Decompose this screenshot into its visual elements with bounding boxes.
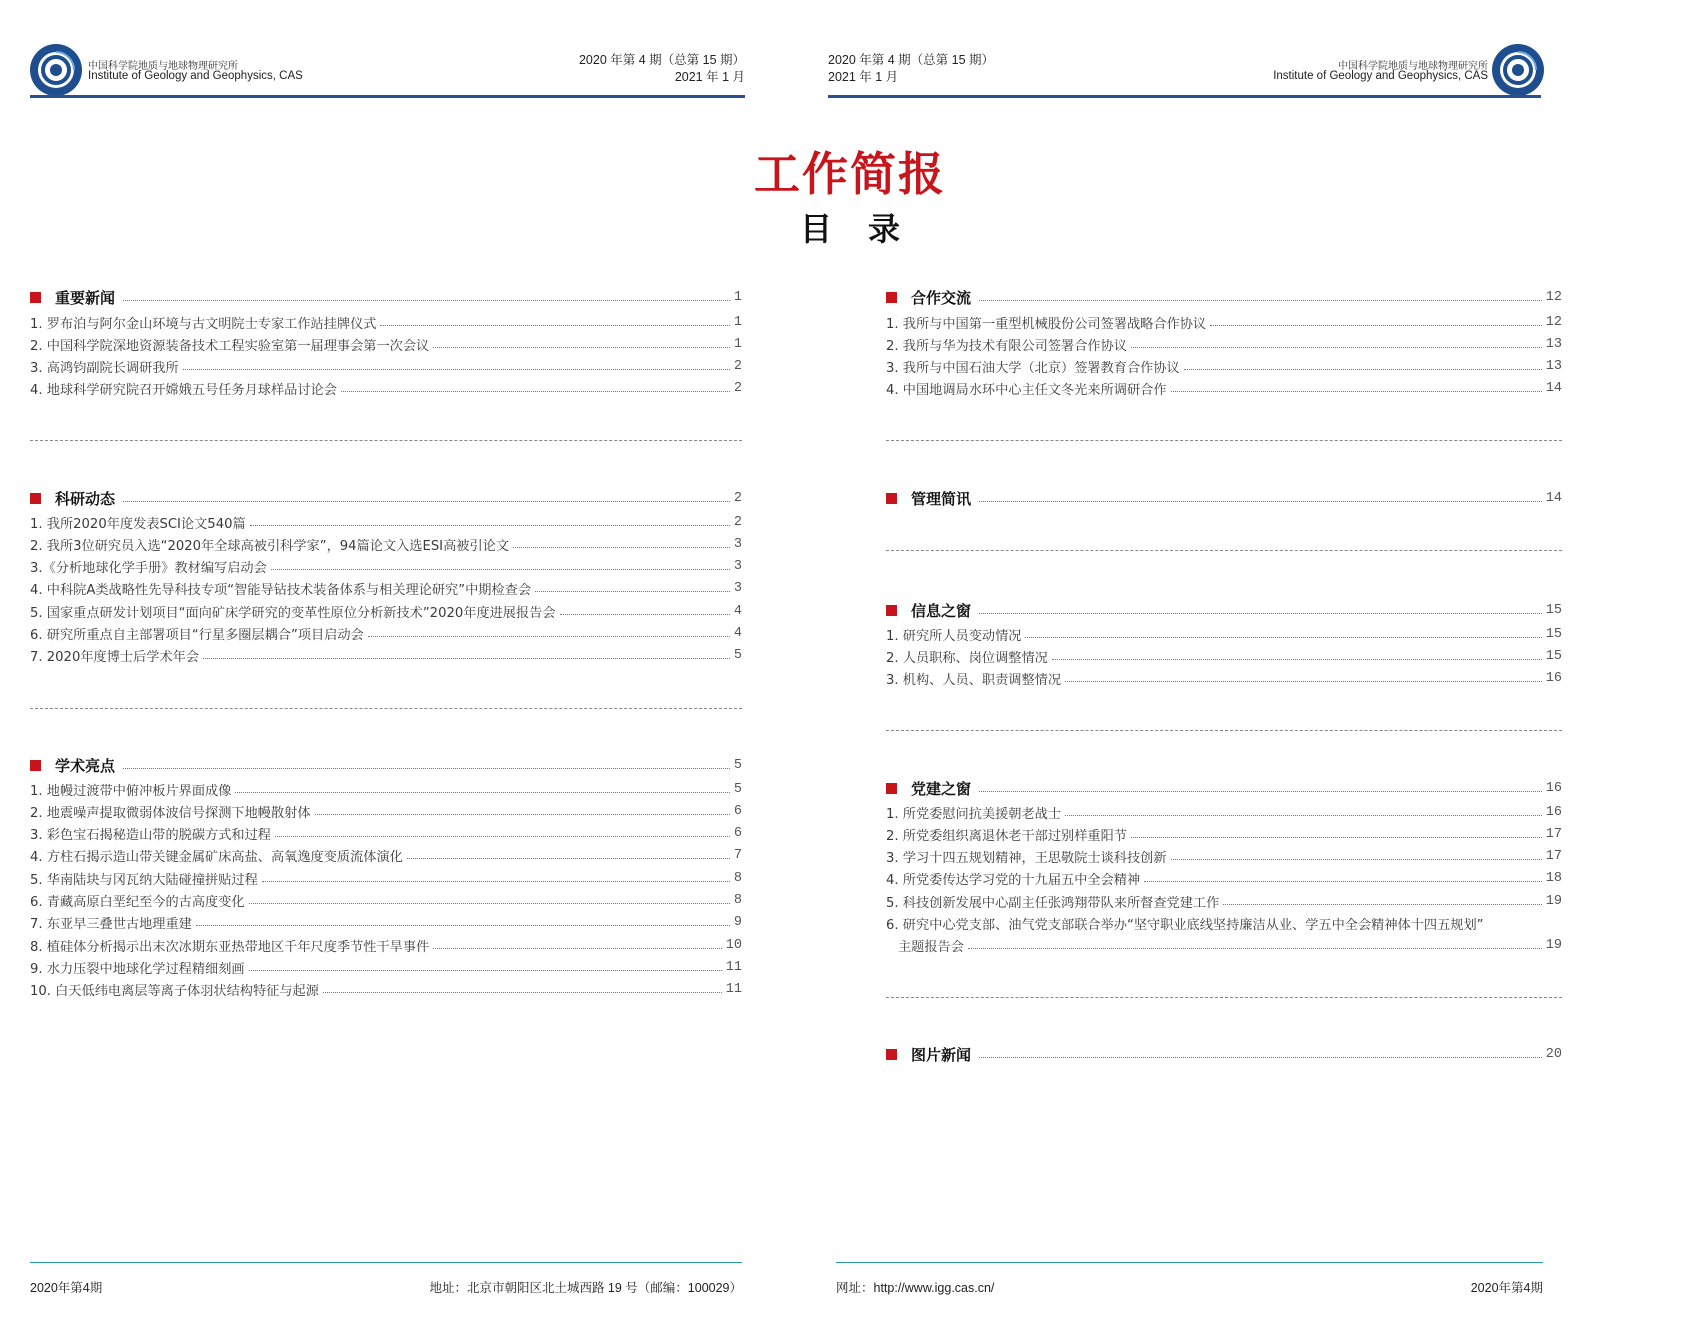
- toc-item-page-number: 11: [725, 959, 742, 975]
- section-marker-icon: [30, 292, 41, 303]
- section-page-number: 16: [1545, 780, 1562, 796]
- section-page-number: 20: [1545, 1046, 1562, 1062]
- toc-item-page-number: 8: [733, 870, 742, 886]
- leader-dots: [368, 636, 730, 637]
- leader-dots: [341, 391, 730, 392]
- footer-website[interactable]: 网址：http://www.igg.cas.cn/: [836, 1281, 995, 1295]
- section-page-number: 2: [733, 490, 742, 506]
- toc-section[interactable]: [30, 286, 742, 308]
- toc-item-title: 4. 中科院A类战略性先导科技专项“智能导钻技术装备体系与相关理论研究”中期检查会: [30, 583, 532, 599]
- leader-dots: [196, 925, 730, 926]
- section-marker-icon: [30, 760, 41, 771]
- toc-item-page-number: 13: [1545, 359, 1562, 375]
- toc-item-page-number: 10: [725, 937, 742, 953]
- section-divider: [30, 440, 742, 441]
- toc-section[interactable]: [30, 754, 742, 776]
- leader-dots: [123, 501, 730, 502]
- leader-dots: [1052, 659, 1542, 660]
- toc-item[interactable]: [886, 847, 1562, 867]
- toc-item-title: 1. 我所2020年度发表SCI论文540篇: [30, 516, 246, 532]
- section-page-number: 14: [1545, 490, 1562, 506]
- toc-item[interactable]: [30, 357, 742, 377]
- toc-item[interactable]: [30, 601, 742, 621]
- toc-item-page-number: 15: [1545, 648, 1562, 664]
- toc-item-title: 4. 方柱石揭示造山带关键金属矿床高盐、高氧逸度变质流体演化: [30, 850, 403, 866]
- leader-dots: [380, 325, 729, 326]
- section-title: 学术亮点: [55, 756, 116, 775]
- leader-dots: [560, 614, 730, 615]
- section-page-number: 15: [1545, 602, 1562, 618]
- leader-dots: [1171, 391, 1542, 392]
- toc-item[interactable]: [30, 891, 742, 911]
- footer-rule-left: [30, 1262, 742, 1263]
- toc-item[interactable]: [30, 624, 742, 644]
- leader-dots: [433, 347, 730, 348]
- toc-item-title: 1. 研究所人员变动情况: [886, 628, 1022, 644]
- section-marker-icon: [886, 292, 897, 303]
- toc-item-page-number: 6: [733, 803, 742, 819]
- leader-dots: [1025, 637, 1541, 638]
- issue-line: 2020 年第 4 期（总第 15 期）: [578, 53, 745, 67]
- leader-dots: [407, 858, 730, 859]
- toc-item-title: 1. 地幔过渡带中俯冲板片界面成像: [30, 783, 232, 799]
- toc-item-title: 6. 研究中心党支部、油气党支部联合举办“坚守职业底线坚持廉洁从业、学五中全会精神体十四五规划”: [886, 918, 1484, 933]
- toc-item[interactable]: [30, 512, 742, 532]
- institute-logo-icon: [30, 44, 82, 96]
- leader-dots: [123, 300, 730, 301]
- toc-item[interactable]: [30, 980, 742, 1000]
- toc-item-title: 1. 所党委慰问抗美援朝老战士: [886, 806, 1062, 822]
- toc-item[interactable]: [886, 624, 1562, 644]
- leader-dots: [979, 300, 1542, 301]
- toc-item-page-number: 6: [733, 826, 742, 842]
- leader-dots: [235, 792, 729, 793]
- toc-section[interactable]: [886, 1043, 1562, 1065]
- toc-section[interactable]: [886, 286, 1562, 308]
- section-divider: [886, 440, 1562, 441]
- toc-item[interactable]: [30, 379, 742, 399]
- toc-item-title: 4. 所党委传达学习党的十九届五中全会精神: [886, 873, 1141, 889]
- toc-item-title: 7. 2020年度博士后学术年会: [30, 650, 200, 666]
- toc-item-page-number: 11: [725, 982, 742, 998]
- toc-section[interactable]: [886, 487, 1562, 509]
- toc-item[interactable]: [886, 379, 1562, 399]
- toc-item-title: 6. 研究所重点自主部署项目“行星多圈层耦合”项目启动会: [30, 628, 364, 643]
- toc-item-page-number: 4: [733, 626, 742, 641]
- org-name-en-right: Institute of Geology and Geophysics, CAS: [1273, 70, 1488, 82]
- toc-item[interactable]: [30, 779, 742, 799]
- leader-dots: [249, 903, 730, 904]
- section-title: 图片新闻: [911, 1045, 972, 1064]
- section-divider: [886, 550, 1562, 551]
- toc-item-page-number: 4: [733, 603, 742, 619]
- section-divider: [30, 708, 742, 709]
- toc-item-page-number: 3: [733, 581, 742, 597]
- section-marker-icon: [886, 605, 897, 616]
- toc-item-page-number: 2: [733, 381, 742, 397]
- toc-item-page-number: 3: [733, 536, 742, 552]
- toc-item-title: 5. 华南陆块与冈瓦纳大陆碰撞拼贴过程: [30, 872, 258, 888]
- toc-item[interactable]: [886, 824, 1562, 844]
- footer-rule-right: [836, 1262, 1543, 1263]
- toc-item[interactable]: [30, 579, 742, 599]
- leader-dots: [979, 501, 1542, 502]
- toc-item[interactable]: [30, 801, 742, 821]
- issue-line-right: 2020 年第 4 期（总第 15 期）: [828, 53, 995, 67]
- toc-item-title: 3. 学习十四五规划精神，王思敬院士谈科技创新: [886, 851, 1167, 867]
- toc-item-page-number: 18: [1545, 871, 1562, 887]
- leader-dots: [1065, 815, 1542, 816]
- leader-dots: [979, 613, 1542, 614]
- leader-dots: [979, 1057, 1542, 1058]
- toc-section[interactable]: [886, 777, 1562, 799]
- toc-item-title: 主题报告会: [898, 940, 964, 956]
- toc-item[interactable]: [886, 334, 1562, 354]
- section-title: 管理简讯: [911, 489, 972, 508]
- leader-dots: [1065, 681, 1542, 682]
- toc-item-page-number: 1: [733, 336, 742, 352]
- section-marker-icon: [886, 1049, 897, 1060]
- toc-item-title: 3.《分析地球化学手册》教材编写启动会: [30, 561, 267, 577]
- toc-item-page-number: 5: [733, 781, 742, 797]
- section-title: 党建之窗: [911, 779, 972, 798]
- leader-dots: [979, 791, 1542, 792]
- toc-item[interactable]: [30, 824, 742, 844]
- toc-item-title: 3. 彩色宝石揭秘造山带的脱碳方式和过程: [30, 828, 271, 844]
- toc-item-title: 8. 植硅体分析揭示出末次冰期东亚热带地区千年尺度季节性干旱事件: [30, 939, 430, 955]
- institute-logo-icon-right: [1492, 44, 1544, 96]
- footer-address: 地址：北京市朝阳区北土城西路 19 号（邮编：100029）: [429, 1281, 742, 1295]
- section-page-number: 5: [733, 757, 742, 773]
- org-name-cn: 中国科学院地质与地球物理研究所: [88, 61, 238, 72]
- leader-dots: [1223, 904, 1542, 905]
- toc-item-title: 2. 我所与华为技术有限公司签署合作协议: [886, 338, 1127, 354]
- toc-item-title: 2. 我所3位研究员入选“2020年全球高被引科学家”，94篇论文入选ESI高被引论文: [30, 538, 510, 554]
- toc-item-title: 1. 我所与中国第一重型机械股份公司签署战略合作协议: [886, 316, 1207, 332]
- section-title: 信息之窗: [911, 601, 972, 620]
- leader-dots: [535, 591, 730, 592]
- leader-dots: [323, 992, 722, 993]
- toc-item-title: 3. 高鸿钧副院长调研我所: [30, 361, 179, 377]
- toc-item[interactable]: [886, 669, 1562, 689]
- toc-item-page-number: 12: [1545, 314, 1562, 330]
- header-rule-left: [30, 95, 745, 98]
- toc-item-page-number: 16: [1545, 804, 1562, 820]
- toc-item[interactable]: [30, 534, 742, 554]
- toc-item-title: 3. 机构、人员、职责调整情况: [886, 673, 1062, 689]
- section-title: 科研动态: [55, 489, 116, 508]
- toc-item-title: 3. 我所与中国石油大学（北京）签署教育合作协议: [886, 361, 1180, 377]
- page-title: 工作简报: [754, 147, 946, 201]
- toc-item[interactable]: [30, 935, 742, 955]
- header-rule-right: [828, 95, 1541, 98]
- toc-item-page-number: 5: [733, 648, 742, 664]
- toc-item[interactable]: [30, 334, 742, 354]
- section-marker-icon: [886, 783, 897, 794]
- toc-item-title: 4. 中国地调局水环中心主任文冬光来所调研合作: [886, 383, 1167, 399]
- toc-item-page-number: 1: [733, 314, 742, 330]
- toc-item[interactable]: [886, 914, 1562, 934]
- toc-item[interactable]: [30, 646, 742, 666]
- toc-item-page-number: 19: [1545, 893, 1562, 909]
- section-title: 重要新闻: [55, 288, 116, 307]
- toc-item[interactable]: [886, 357, 1562, 377]
- leader-dots: [513, 547, 730, 548]
- leader-dots: [1144, 881, 1542, 882]
- toc-item-title: 10. 白天低纬电离层等离子体羽状结构特征与起源: [30, 984, 319, 1000]
- leader-dots: [262, 881, 730, 882]
- section-title: 合作交流: [911, 288, 972, 307]
- toc-item-page-number: 14: [1545, 381, 1562, 397]
- section-divider: [886, 997, 1562, 998]
- date-line-right: 2021 年 1 月: [828, 70, 899, 84]
- leader-dots: [271, 569, 730, 570]
- toc-item-page-number: 16: [1545, 671, 1562, 687]
- toc-item-page-number: 17: [1545, 826, 1562, 842]
- leader-dots: [315, 814, 730, 815]
- footer-issue-right: 2020年第4期: [1470, 1281, 1543, 1295]
- toc-section[interactable]: [886, 599, 1562, 621]
- toc-item[interactable]: [30, 957, 742, 977]
- footer-issue-left: 2020年第4期: [30, 1281, 103, 1295]
- toc-item-page-number: 19: [1545, 938, 1562, 954]
- toc-item[interactable]: [898, 936, 1562, 956]
- leader-dots: [1131, 837, 1542, 838]
- toc-item[interactable]: [886, 646, 1562, 666]
- section-divider: [886, 730, 1562, 731]
- toc-item-page-number: 3: [733, 559, 742, 575]
- leader-dots: [1184, 369, 1542, 370]
- toc-item-page-number: 15: [1545, 626, 1562, 642]
- toc-item-title: 2. 中国科学院深地资源装备技术工程实验室第一届理事会第一次会议: [30, 338, 430, 354]
- org-name-cn-right: 中国科学院地质与地球物理研究所: [1338, 61, 1488, 72]
- toc-item-title: 6. 青藏高原白垩纪至今的古高度变化: [30, 895, 245, 910]
- leader-dots: [1171, 859, 1542, 860]
- toc-item-title: 7. 东亚早三叠世古地理重建: [30, 917, 192, 933]
- toc-section[interactable]: [30, 487, 742, 509]
- leader-dots: [183, 369, 730, 370]
- section-marker-icon: [886, 493, 897, 504]
- toc-item[interactable]: [886, 891, 1562, 911]
- section-page-number: 12: [1545, 289, 1562, 305]
- toc-item-page-number: 7: [733, 848, 742, 864]
- leader-dots: [1131, 347, 1542, 348]
- toc-item-page-number: 13: [1545, 336, 1562, 352]
- toc-item-title: 9. 水力压裂中地球化学过程精细刻画: [30, 961, 245, 977]
- toc-item-page-number: 17: [1545, 849, 1562, 865]
- toc-item-title: 2. 人员职称、岗位调整情况: [886, 650, 1048, 666]
- toc-item[interactable]: [30, 312, 742, 332]
- toc-item-title: 1. 罗布泊与阿尔金山环境与古文明院士专家工作站挂牌仪式: [30, 316, 377, 332]
- leader-dots: [968, 948, 1542, 949]
- section-page-number: 1: [733, 289, 742, 305]
- toc-item-title: 4. 地球科学研究院召开嫦娥五号任务月球样品讨论会: [30, 383, 337, 399]
- toc-item-page-number: 2: [733, 359, 742, 375]
- leader-dots: [249, 970, 722, 971]
- toc-item[interactable]: [30, 913, 742, 933]
- toc-item[interactable]: [30, 557, 742, 577]
- leader-dots: [1210, 325, 1542, 326]
- leader-dots: [203, 658, 730, 659]
- toc-item-page-number: 2: [733, 514, 742, 530]
- toc-item[interactable]: [30, 868, 742, 888]
- leader-dots: [123, 768, 730, 769]
- toc-item[interactable]: [886, 802, 1562, 822]
- leader-dots: [250, 525, 730, 526]
- section-marker-icon: [30, 493, 41, 504]
- toc-item-page-number: 9: [733, 915, 742, 931]
- toc-item-title: 2. 地震噪声提取微弱体波信号探测下地幔散射体: [30, 805, 311, 821]
- org-name-en: Institute of Geology and Geophysics, CAS: [88, 70, 303, 82]
- leader-dots: [275, 836, 730, 837]
- toc-item-title: 2. 所党委组织离退休老干部过别样重阳节: [886, 828, 1127, 844]
- toc-item[interactable]: [886, 312, 1562, 332]
- toc-item-title: 5. 国家重点研发计划项目“面向矿床学研究的变革性原位分析新技术”2020年度进展报告会: [30, 605, 556, 621]
- toc-item-title: 5. 科技创新发展中心副主任张鸿翔带队来所督查党建工作: [886, 895, 1220, 911]
- toc-item[interactable]: [30, 846, 742, 866]
- toc-item[interactable]: [886, 869, 1562, 889]
- toc-heading: 目录: [799, 210, 936, 248]
- toc-item-page-number: 8: [733, 893, 742, 908]
- date-line: 2021 年 1 月: [674, 70, 745, 84]
- leader-dots: [433, 948, 722, 949]
